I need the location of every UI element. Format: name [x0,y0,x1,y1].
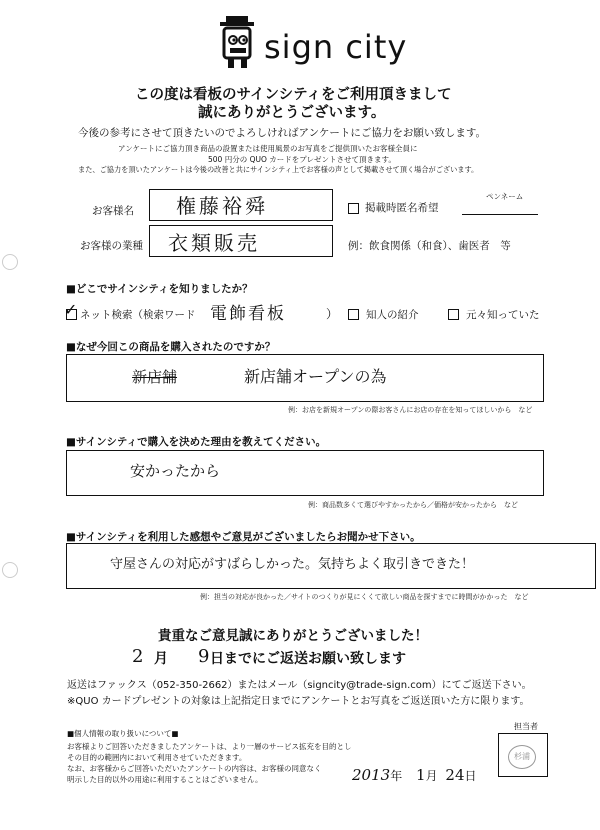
privacy-line-4: 明示した目的以外の用途に利用することはございません。 [67,775,263,784]
deadline-month-value: 2 [132,646,144,667]
privacy-title: ■個人情報の取り扱いについて■ [67,729,179,738]
q1-knew-checkbox[interactable] [448,309,459,320]
deadline-text: 日までにご返送お願い致します [210,651,406,667]
anonymous-label: 掲載時匿名希望 [365,202,439,214]
date-day-unit: 日 [464,769,477,783]
q1-knew-label: 元々知っていた [466,309,540,321]
return-instructions: 返送はファックス（052-350-2662）またはメール（signcity@trade-sign.com）にてご返送下さい。 [67,680,532,691]
date-month-unit: 月 [425,769,438,783]
q1-referral-checkbox[interactable] [348,309,359,320]
q3-example: 例：商品数多くて選びやすかったから／価格が安かったから など [308,501,518,509]
brand-name: sign city [264,28,408,66]
logo-mascot-icon [214,14,262,72]
privacy-line-2: その目的の範囲内において利用させていただきます。 [67,753,247,762]
q1-check-mark: ✓ [64,300,78,319]
q2-title: ■なぜ今回この商品を購入されたのですか？ [66,341,276,353]
q4-answer-text: 守屋さんの対応がすばらしかった。気持ちよく取引きできた！ [110,557,475,572]
quo-condition: ※QUO カードプレゼントの対象は上記指定日までにアンケートとお写真をご返送頂いた方に限ります。 [67,696,530,707]
q1-referral-label: 知人の紹介 [366,309,419,321]
privacy-line-3: なお、お客様からご回答いただいたアンケートの内容は、お客様の同意なく [67,764,322,773]
q1-web-search-label: ネット検索（検索ワード [80,309,196,321]
industry-example: 例：飲食関係（和食）、歯医者 等 [348,240,511,252]
q1-title: ■どこでサインシティを知りましたか？ [66,283,253,295]
q3-title: ■サインシティで購入を決めた理由を教えてください。 [66,436,327,448]
closing-thanks: 貴重なご意見誠にありがとうございました！ [158,628,428,644]
intro-line-4: また、ご協力を頂いたアンケートは今後の改善と共にサインシティ上でお客様の声として掲載させて頂く場合がございます。 [78,165,479,174]
q4-title: ■サインシティを利用した感想やご意見がございましたらお聞かせ下さい。 [66,531,421,543]
customer-name-value: 権藤裕舜 [176,194,268,218]
logo [214,14,414,74]
date-year: 2013 [352,766,391,784]
customer-name-label: お客様名 [92,205,134,217]
q2-answer-text: 新店舗オープンの為 [244,367,387,386]
submission-date [352,766,477,784]
intro-line-2: アンケートにご協力頂き商品の設置または使用風景のお写真をご提供頂いたお客様全員に [118,144,418,153]
staff-stamp: 杉浦 [508,745,536,769]
intro-title-1: この度は看板のサインシティをご利用頂きまして [135,87,452,103]
q2-struck-text: 新店舗 [132,368,178,386]
q1-search-word: 電飾看板 [210,304,286,324]
staff-label: 担当者 [514,722,538,731]
pen-name-line [462,214,538,215]
q2-example: 例：お店を新規オープンの際お客さんにお店の存在を知ってほしいから など [288,406,533,414]
privacy-line-1: お客様よりご回答いただきましたアンケートは、より一層のサービス拡充を目的とし [67,742,352,751]
industry-label: お客様の業種 [80,240,143,252]
intro-title-2: 誠にありがとうございます。 [198,105,386,121]
q3-answer-text: 安かったから [130,462,221,480]
binder-hole-top [2,254,18,270]
q4-example: 例：担当の対応が良かった／サイトのつくりが見にくくて欲しい商品を探すまでに時間がかかった など [200,593,529,601]
deadline-day-value: 9 [198,646,210,667]
industry-value: 衣類販売 [168,231,260,255]
deadline-month-unit: 月 [154,651,168,667]
q1-paren-close: ） [326,307,339,321]
anonymous-checkbox[interactable] [348,203,359,214]
binder-hole-bottom [2,562,18,578]
date-year-unit: 年 [390,769,403,783]
pen-name-label: ペンネーム [486,192,524,201]
date-month: 1 [416,766,426,784]
date-day: 24 [445,766,465,784]
intro-line-1: 今後の参考にさせて頂きたいのでよろしければアンケートにご協力をお願い致します。 [78,127,487,139]
intro-line-3: 500 円分の QUO カードをプレゼントさせて頂きます。 [208,155,396,164]
